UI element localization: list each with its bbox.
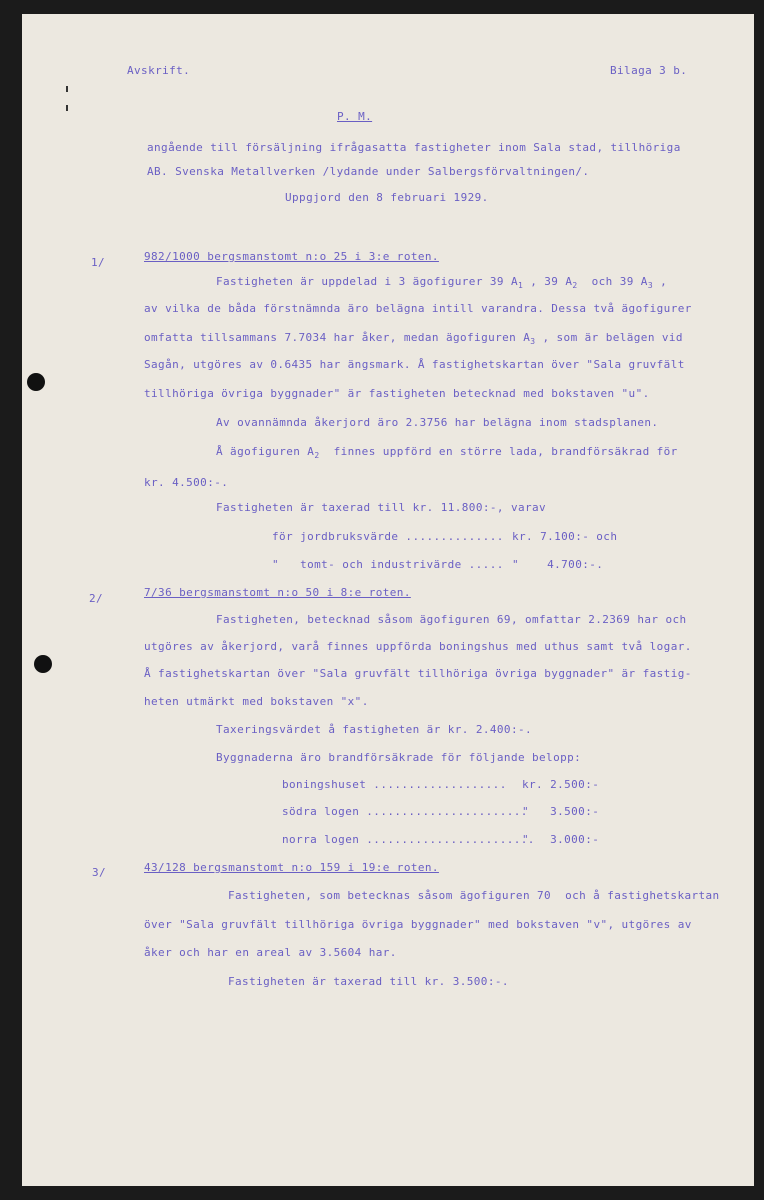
header-right: Bilaga 3 b.	[610, 64, 688, 77]
insurance-row-label: södra logen .......................	[282, 805, 528, 818]
insurance-row-value: kr. 2.500:-	[522, 778, 600, 791]
section-2-line: Byggnaderna äro brandförsäkrade för följande belopp:	[216, 751, 582, 764]
section-2-line: heten utmärkt med bokstaven "x".	[144, 695, 369, 708]
section-1-number: 1/	[91, 256, 106, 269]
section-2-line: Fastigheten, betecknad såsom ägofiguren 69, omfattar 2.2369 har och	[216, 613, 687, 626]
section-1-line: Av ovannämnda åkerjord äro 2.3756 har belägna inom stadsplanen.	[216, 416, 659, 429]
punch-hole-top	[27, 373, 45, 391]
section-1-line: kr. 4.500:-.	[144, 476, 229, 489]
tax-row-label: " tomt- och industrivärde .....	[272, 558, 504, 571]
insurance-row-label: norra logen ........................	[282, 833, 535, 846]
header-left: Avskrift.	[127, 64, 191, 77]
section-2-heading: 7/36 bergsmanstomt n:o 50 i 8:e roten.	[144, 586, 411, 599]
insurance-row-value: " 3.000:-	[522, 833, 600, 846]
section-1-line: tillhöriga övriga byggnader" är fastigheten betecknad med bokstaven "u".	[144, 387, 650, 400]
section-3-line: Fastigheten är taxerad till kr. 3.500:-.	[228, 975, 509, 988]
section-1-line: Sagån, utgöres av 0.6435 har ängsmark. Å fastighetskartan över "Sala gruvfält	[144, 358, 685, 371]
tax-row-value: kr. 7.100:- och	[512, 530, 618, 543]
section-2-line: utgöres av åkerjord, varå finnes uppförda boningshus med uthus samt två logar.	[144, 640, 692, 653]
section-3-line: över "Sala gruvfält tillhöriga övriga byggnader" med bokstaven "v", utgöres av	[144, 918, 692, 931]
title-date: Uppgjord den 8 februari 1929.	[285, 191, 489, 204]
section-3-heading: 43/128 bergsmanstomt n:o 159 i 19:e roten.	[144, 861, 439, 874]
title-line-1: angående till försäljning ifrågasatta fastigheter inom Sala stad, tillhöriga	[147, 141, 681, 154]
tax-row-value: " 4.700:-.	[512, 558, 604, 571]
section-3-number: 3/	[92, 866, 107, 879]
section-1-line: Fastigheten är uppdelad i 3 ägofigurer 39 $A_1$ , 39 $A_2$ och 39 $A_3$ ,	[216, 275, 668, 290]
document-page	[22, 14, 754, 1186]
margin-mark	[66, 105, 68, 111]
insurance-row-label: boningshuset ...................	[282, 778, 507, 791]
page-title: P. M.	[337, 110, 373, 123]
punch-hole-bottom	[34, 655, 52, 673]
section-1-line: av vilka de båda förstnämnda äro belägna intill varandra. Dessa två ägofigurer	[144, 302, 692, 315]
section-2-line: Å fastighetskartan över "Sala gruvfält tillhöriga övriga byggnader" är fastig-	[144, 667, 692, 680]
section-1-tax: Fastigheten är taxerad till kr. 11.800:-, varav	[216, 501, 547, 514]
title-line-2: AB. Svenska Metallverken /lydande under Salbergsförvaltningen/.	[147, 165, 590, 178]
section-3-line: åker och har en areal av 3.5604 har.	[144, 946, 397, 959]
section-3-line: Fastigheten, som betecknas såsom ägofiguren 70 och å fastighetskartan	[228, 889, 720, 902]
section-2-line: Taxeringsvärdet å fastigheten är kr. 2.400:-.	[216, 723, 533, 736]
tax-row-label: för jordbruksvärde ..............	[272, 530, 504, 543]
insurance-row-value: " 3.500:-	[522, 805, 600, 818]
section-1-line: Å ägofiguren $A_2$ finnes uppförd en större lada, brandförsäkrad för	[216, 445, 678, 460]
section-2-number: 2/	[89, 592, 104, 605]
margin-mark	[66, 86, 68, 92]
section-1-heading: 982/1000 bergsmanstomt n:o 25 i 3:e roten.	[144, 250, 439, 263]
section-1-line: omfatta tillsammans 7.7034 har åker, medan ägofiguren $A_3$ , som är belägen vid	[144, 331, 683, 346]
